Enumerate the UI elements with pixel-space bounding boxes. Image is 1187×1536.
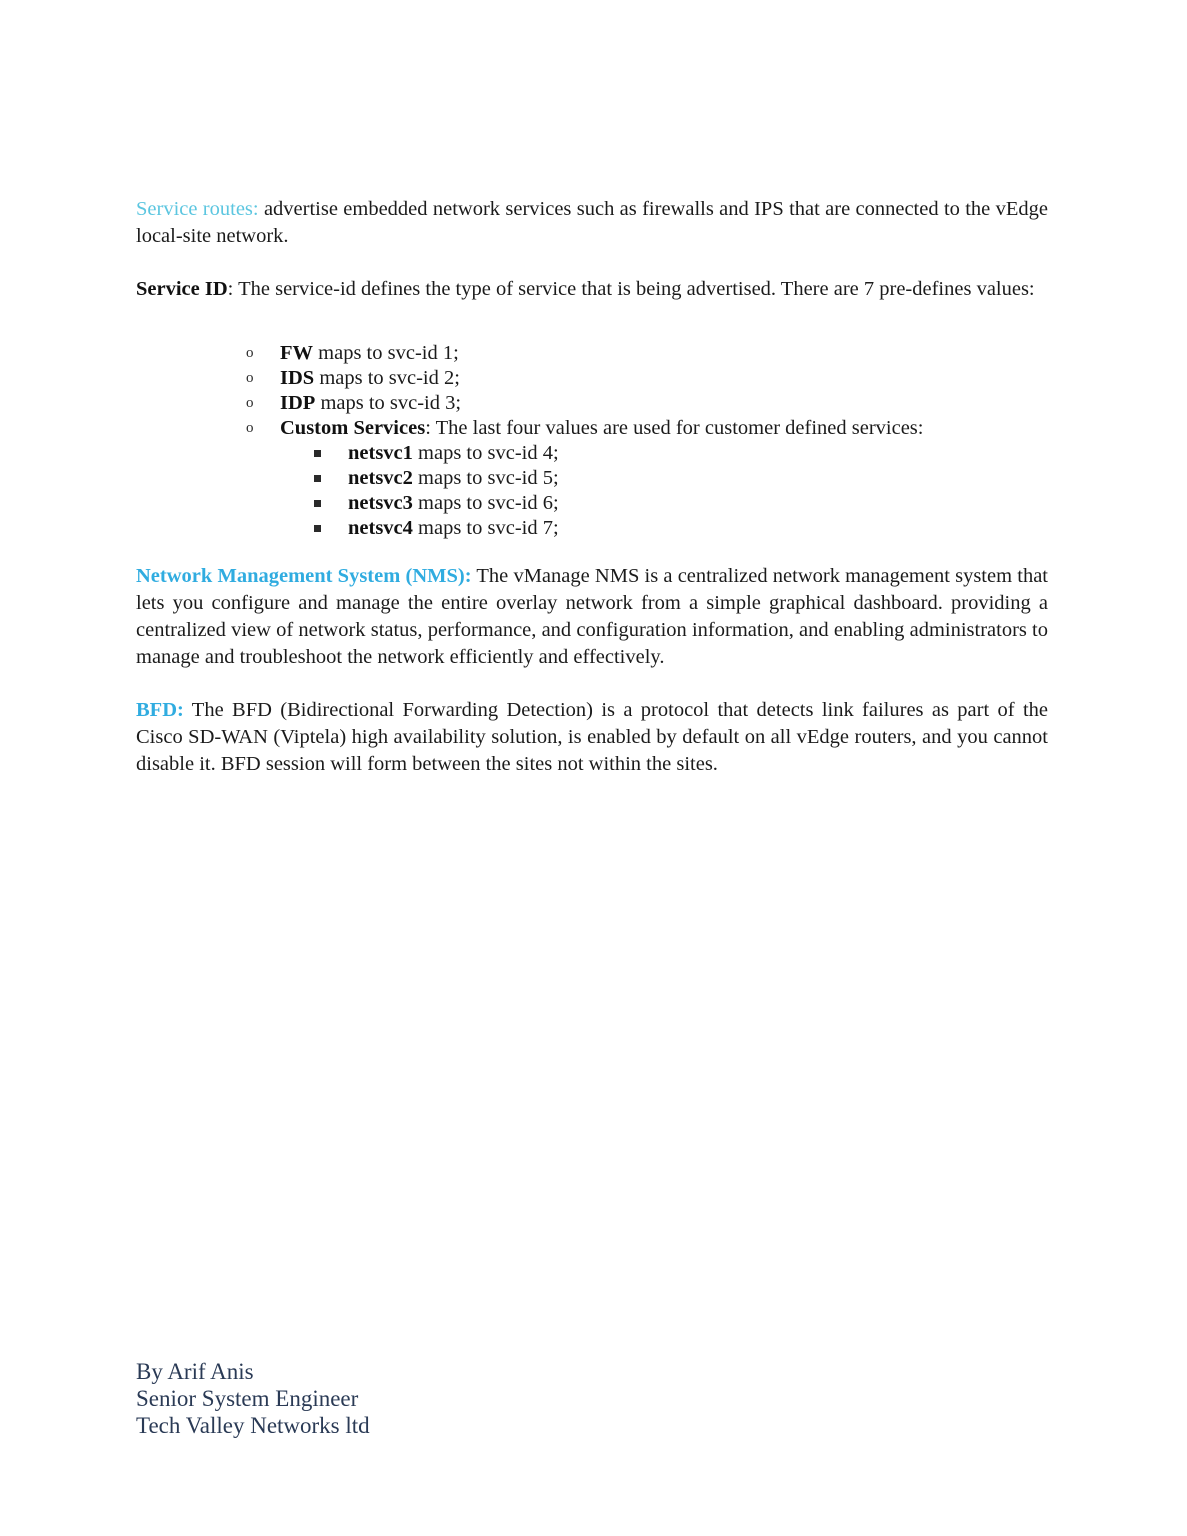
square-bullet-icon: [314, 450, 321, 457]
list-item-term: IDP: [280, 392, 316, 414]
list-item-term: netsvc1: [348, 442, 413, 464]
signature-company: Tech Valley Networks ltd: [136, 1413, 370, 1438]
paragraph-service-id: [136, 276, 1048, 303]
paragraph-bfd: [136, 697, 1048, 778]
service-id-level1-list: [136, 341, 1048, 541]
list-item: [136, 341, 1048, 366]
heading-service-routes: Service routes:: [136, 198, 259, 220]
list-item-text: maps to svc-id 6;: [412, 492, 559, 514]
list-item: [280, 441, 1048, 466]
list-item-term: FW: [280, 342, 314, 364]
list-top-spacer: [136, 329, 1048, 341]
list-item-text: maps to svc-id 2;: [314, 367, 460, 389]
paragraph-nms: [136, 563, 1048, 671]
signature-author: By Arif Anis: [136, 1359, 254, 1384]
list-item: [280, 491, 1048, 516]
heading-nms-suffix: :: [464, 565, 472, 587]
list-item: [136, 366, 1048, 391]
list-item-text: maps to svc-id 4;: [412, 442, 559, 464]
heading-service-id: Service ID: [136, 278, 228, 300]
heading-service-id-suffix: :: [227, 278, 234, 300]
list-item: [136, 391, 1048, 416]
text-nms-body: The vManage NMS is a centralized network management system that lets you configure and manage the entire overlay network from a simple graphical dashboard. providing a centralized view of network status, performance, and configuration information, and enabling administrators to manage and troubleshoot the network efficiently and effectively.: [136, 565, 1048, 668]
list-item: [280, 466, 1048, 491]
text-service-id-body: The service-id defines the type of service that is being advertised. There are 7 pre-defines values:: [233, 278, 1035, 300]
custom-services-sublist-wrapper: [280, 441, 1048, 541]
signature-title: Senior System Engineer: [136, 1386, 359, 1411]
heading-bfd: BFD:: [136, 699, 184, 721]
list-item-text: maps to svc-id 7;: [412, 517, 559, 539]
heading-nms: Network Management System (NMS): [136, 565, 465, 587]
service-id-value-list: [136, 341, 1048, 541]
list-item-text: maps to svc-id 3;: [315, 392, 462, 414]
paragraph-service-routes: [136, 196, 1048, 250]
circle-bullet-icon: o: [246, 420, 254, 436]
list-item-term: IDS: [280, 367, 315, 389]
service-id-level2-list: [280, 441, 1048, 541]
circle-bullet-icon: o: [246, 370, 254, 386]
list-item: [136, 416, 1048, 541]
list-item-term: Custom Services: [280, 417, 426, 439]
square-bullet-icon: [314, 500, 321, 507]
list-item-text: maps to svc-id 1;: [313, 342, 459, 364]
document-content-column: [136, 196, 1048, 778]
square-bullet-icon: [314, 475, 321, 482]
list-item-text: : The last four values are used for customer defined services:: [425, 417, 924, 439]
signature-block: [136, 1358, 370, 1439]
circle-bullet-icon: o: [246, 395, 254, 411]
list-item-term: netsvc2: [348, 467, 413, 489]
list-item-term: netsvc3: [348, 492, 413, 514]
list-item: [280, 516, 1048, 541]
text-bfd-body: The BFD (Bidirectional Forwarding Detection) is a protocol that detects link failures as part of the Cisco SD-WAN (Viptela) high availability solution, is enabled by default on all vEdge routers, and you cannot disable it. BFD session will form between the sites not within the sites.: [136, 699, 1048, 775]
circle-bullet-icon: o: [246, 345, 254, 361]
square-bullet-icon: [314, 525, 321, 532]
text-service-routes-body: advertise embedded network services such as firewalls and IPS that are connected to the vEdge local-site network.: [136, 198, 1048, 247]
list-item-term: netsvc4: [348, 517, 413, 539]
list-item-text: maps to svc-id 5;: [412, 467, 559, 489]
